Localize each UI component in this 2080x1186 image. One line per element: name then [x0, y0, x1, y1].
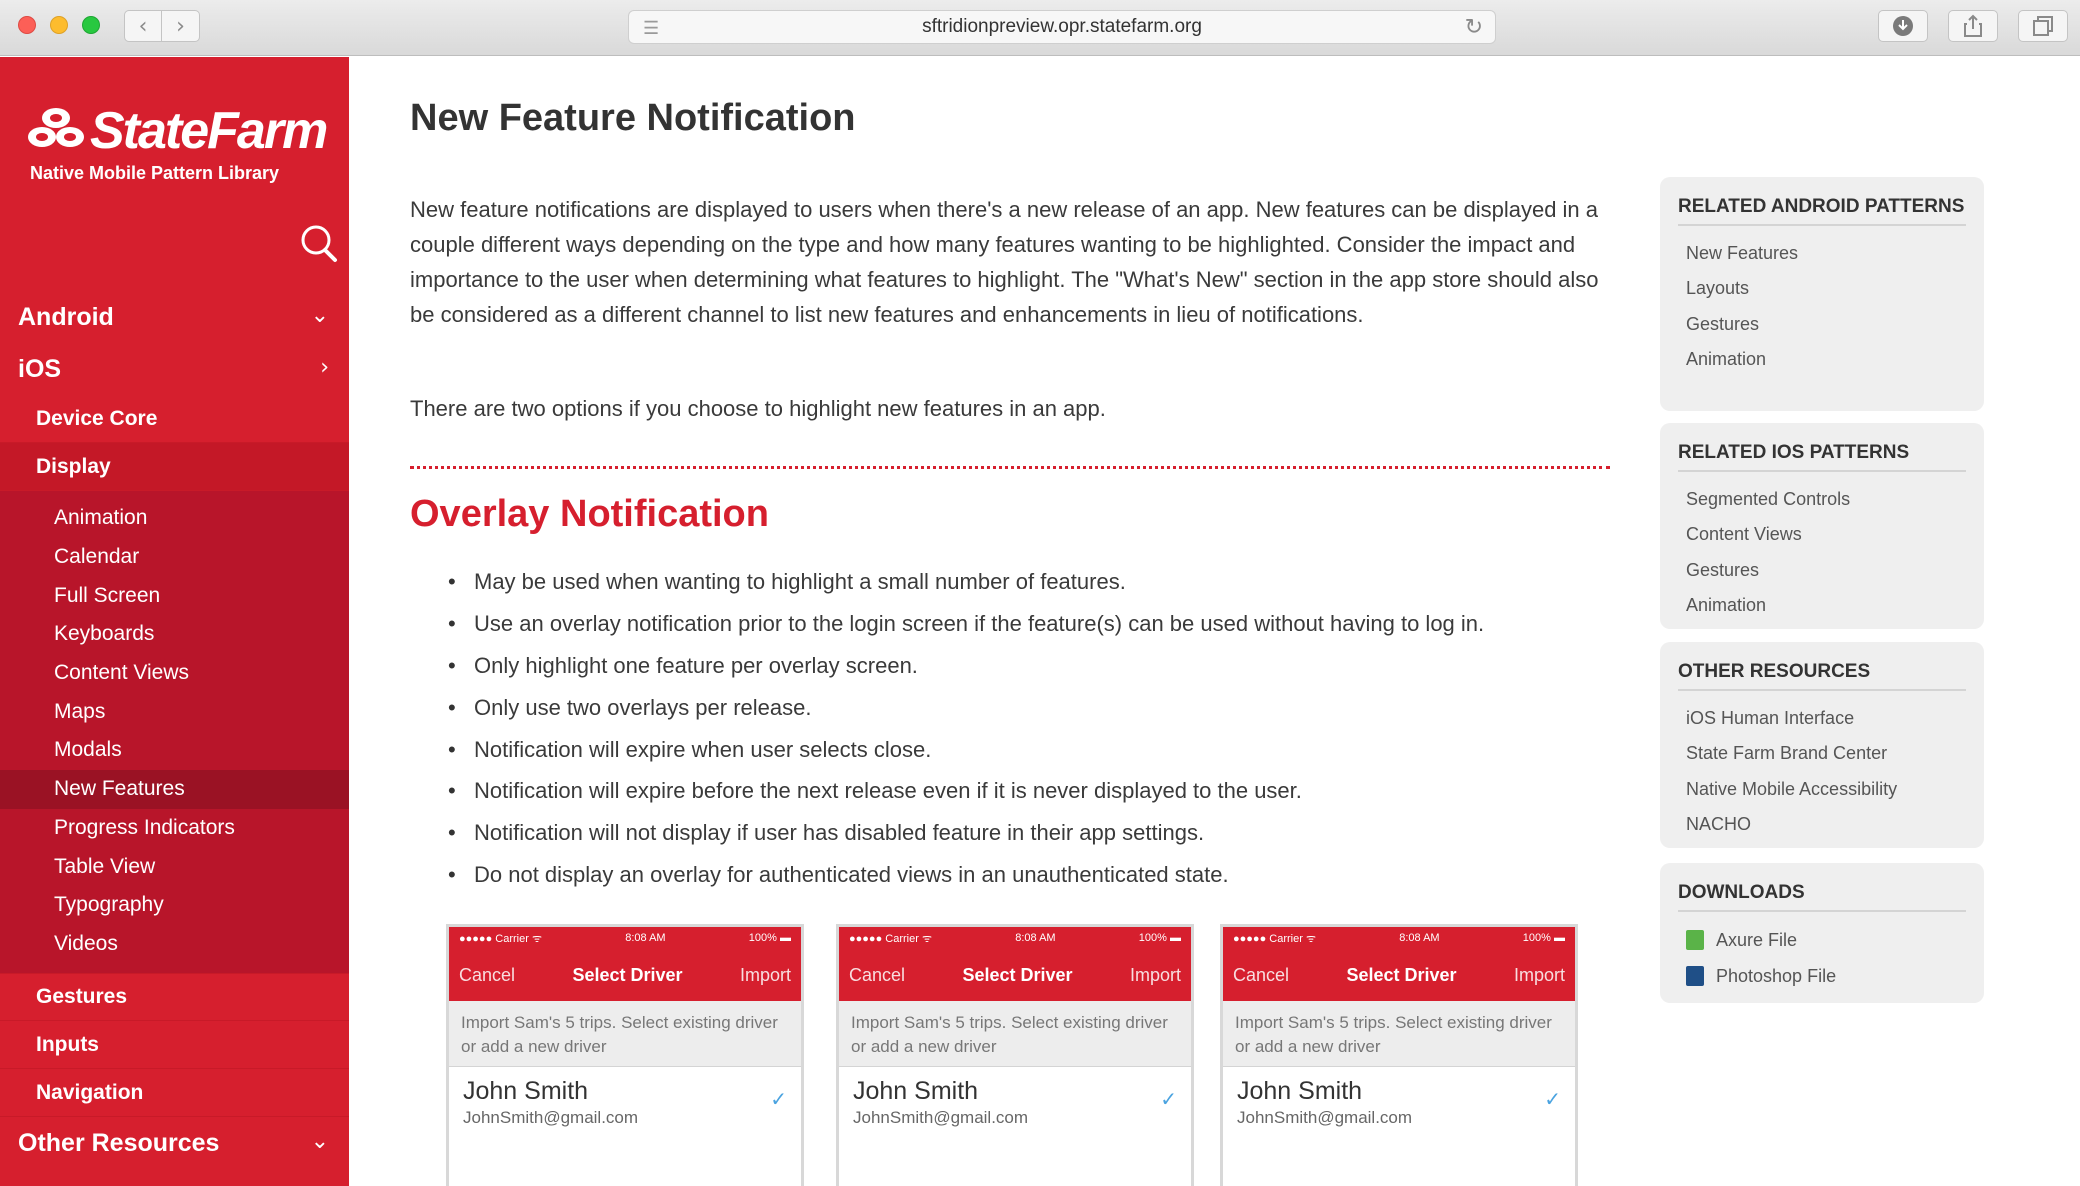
contact-name: John Smith: [853, 1077, 979, 1105]
import-button: Import: [1129, 964, 1181, 985]
nav-item-calendar[interactable]: Calendar: [54, 545, 140, 569]
phone-hint-text: Import Sam's 5 trips. Select existing driver or add a new driver: [1223, 1001, 1575, 1067]
carrier-signal: ●●●●● Carrier ᯤ: [1233, 932, 1316, 945]
nav-item-table-view[interactable]: Table View: [54, 854, 156, 878]
contact-email: JohnSmith@gmail.com: [853, 1108, 1029, 1127]
three-ovals-logo-icon: [24, 105, 88, 151]
contact-row: [449, 1067, 801, 1128]
section-divider: [410, 466, 1610, 469]
downloads-card: [1660, 863, 1984, 1003]
list-item: • Only highlight one feature per overlay screen.: [448, 651, 1618, 693]
axure-file-icon: [1686, 930, 1704, 950]
carrier-signal: ●●●●● Carrier ᯤ: [459, 932, 542, 945]
phone-hint-text: Import Sam's 5 trips. Select existing driver or add a new driver: [839, 1001, 1191, 1067]
nav-item-navigation[interactable]: Navigation: [0, 1069, 349, 1117]
nav-section-ios[interactable]: [0, 343, 349, 395]
phone-nav-bar: [1223, 949, 1575, 1001]
link-mobile-accessibility[interactable]: Native Mobile Accessibility: [1686, 778, 1898, 799]
nav-section-android[interactable]: [0, 291, 349, 343]
nav-item-keyboards[interactable]: Keyboards: [54, 622, 155, 646]
tabs-icon: [2032, 15, 2054, 37]
browser-toolbar: [0, 0, 2080, 56]
reload-icon[interactable]: ↻: [1464, 15, 1483, 40]
phone-screen-title: Select Driver: [962, 964, 1073, 985]
nav-item-full-screen[interactable]: Full Screen: [54, 583, 161, 607]
checkmark-icon: ✓: [1160, 1087, 1177, 1111]
contact-name: John Smith: [1237, 1077, 1363, 1105]
nav-item-maps[interactable]: Maps: [54, 699, 106, 723]
nav-item-modals[interactable]: Modals: [54, 738, 122, 762]
cancel-button: Cancel: [849, 964, 906, 985]
reader-view-icon[interactable]: ☰: [643, 18, 660, 38]
cancel-button: Cancel: [459, 964, 516, 985]
chevron-left-icon: ‹: [138, 13, 148, 39]
phone-screen-title: Select Driver: [572, 964, 683, 985]
contact-email: JohnSmith@gmail.com: [1237, 1108, 1413, 1127]
battery-indicator: 100% ▬: [748, 932, 791, 944]
nav-item-display[interactable]: Display: [0, 443, 349, 491]
list-item: • May be used when wanting to highlight a small number of features.: [448, 567, 1618, 609]
search-icon[interactable]: [298, 223, 338, 263]
photoshop-file-icon: [1686, 966, 1704, 986]
list-item: • Notification will not display if user has disabled feature in their app settings.: [448, 818, 1618, 860]
nav-item-device-core[interactable]: Device Core: [0, 395, 349, 443]
phone-nav-bar: [839, 949, 1191, 1001]
nav-item-inputs[interactable]: Inputs: [0, 1021, 349, 1069]
address-bar[interactable]: [628, 10, 1496, 44]
battery-indicator: 100% ▬: [1138, 932, 1181, 944]
list-item: • Notification will expire before the next release even if it is never displayed to the user.: [448, 776, 1618, 818]
nav-item-typography[interactable]: Typography: [54, 893, 164, 917]
phone-status-bar: [1223, 927, 1575, 949]
chevron-down-icon: ⌄: [310, 303, 329, 328]
forward-button[interactable]: [162, 10, 200, 42]
chevron-right-icon: ›: [176, 13, 185, 39]
list-item: • Notification will expire when user selects close.: [448, 735, 1618, 777]
phone-hint-text: Import Sam's 5 trips. Select existing driver or add a new driver: [449, 1001, 801, 1067]
related-android-card: [1660, 177, 1984, 411]
download-label: Axure File: [1716, 929, 1798, 950]
link-gestures[interactable]: Gestures: [1686, 559, 1760, 580]
url-text: sftridionpreview.opr.statefarm.org: [922, 16, 1202, 37]
contact-row: [1223, 1067, 1575, 1128]
nav-item-new-features[interactable]: New Features: [0, 770, 349, 809]
card-heading: DOWNLOADS: [1678, 881, 1966, 912]
checkmark-icon: ✓: [770, 1087, 787, 1111]
intro-paragraph: New feature notifications are displayed to users when there's a new release of an app. New features can be displayed in a couple different ways depending on the type and how many features wanting to be highlighted. Consider the impact and importance to the user when determining what features to highlight. The "What's New" section in the app store should also be considered as a different channel to list new features and enhancements in lieu of notifications.: [410, 197, 1599, 327]
download-icon: [1892, 15, 1914, 37]
nav-item-animation[interactable]: Animation: [54, 506, 148, 530]
phone-mockup: [446, 924, 804, 1186]
close-window-button[interactable]: [18, 16, 36, 34]
status-time: 8:08 AM: [1015, 932, 1056, 944]
phone-nav-bar: [449, 949, 801, 1001]
phone-screen-title: Select Driver: [1346, 964, 1457, 985]
chevron-down-icon: ⌄: [310, 1129, 329, 1155]
phone-mockup: [836, 924, 1194, 1186]
link-animation[interactable]: Animation: [1686, 349, 1767, 370]
share-icon: [1963, 14, 1983, 38]
card-heading: RELATED ANDROID PATTERNS: [1678, 195, 1966, 226]
tagline: Native Mobile Pattern Library: [30, 163, 280, 183]
page-title: New Feature Notification: [410, 97, 856, 139]
downloads-button[interactable]: [1878, 10, 1928, 42]
import-button: Import: [1513, 964, 1565, 985]
phone-mockup: [1220, 924, 1578, 1186]
link-brand-center[interactable]: State Farm Brand Center: [1686, 743, 1888, 764]
zoom-window-button[interactable]: [82, 16, 100, 34]
sidebar-nav: [0, 291, 349, 1169]
download-label: Photoshop File: [1716, 965, 1837, 986]
brand-name: StateFarm: [90, 102, 327, 160]
download-photoshop-link[interactable]: [1678, 958, 1966, 994]
import-button: Import: [739, 964, 791, 985]
nav-section-label: iOS: [18, 354, 62, 383]
options-paragraph: There are two options if you choose to highlight new features in an app.: [410, 396, 1106, 421]
link-nacho[interactable]: NACHO: [1686, 814, 1752, 835]
nav-section-label: Android: [18, 302, 114, 331]
card-heading: OTHER RESOURCES: [1678, 660, 1966, 691]
status-time: 8:08 AM: [625, 932, 666, 944]
show-tabs-button[interactable]: [2018, 10, 2068, 42]
list-item: • Use an overlay notification prior to the login screen if the feature(s) can be used without having to log in.: [448, 609, 1618, 651]
sidebar: [0, 57, 349, 1186]
phone-status-bar: [839, 927, 1191, 949]
back-button[interactable]: [124, 10, 162, 42]
nav-item-gestures[interactable]: Gestures: [0, 973, 349, 1021]
link-layouts[interactable]: Layouts: [1686, 278, 1750, 299]
link-content-views[interactable]: Content Views: [1686, 524, 1802, 545]
contact-row: [839, 1067, 1191, 1128]
checkmark-icon: ✓: [1544, 1087, 1561, 1111]
cancel-button: Cancel: [1233, 964, 1290, 985]
nav-item-content-views[interactable]: Content Views: [54, 661, 190, 685]
link-new-features[interactable]: New Features: [1686, 243, 1799, 264]
link-segmented-controls[interactable]: Segmented Controls: [1686, 489, 1851, 510]
phone-status-bar: [449, 927, 801, 949]
display-submenu: [0, 491, 349, 973]
status-time: 8:08 AM: [1399, 932, 1440, 944]
list-item: • Do not display an overlay for authenticated views in an unauthenticated state.: [448, 860, 1618, 902]
contact-email: JohnSmith@gmail.com: [463, 1108, 639, 1127]
battery-indicator: 100% ▬: [1522, 932, 1565, 944]
related-ios-card: [1660, 423, 1984, 629]
guidelines-list: [448, 567, 1618, 902]
link-animation[interactable]: Animation: [1686, 595, 1767, 616]
share-button[interactable]: [1948, 10, 1998, 42]
contact-name: John Smith: [463, 1077, 589, 1105]
nav-section-other-resources[interactable]: [0, 1117, 349, 1169]
download-axure-link[interactable]: [1678, 922, 1966, 958]
card-heading: RELATED IOS PATTERNS: [1678, 441, 1966, 472]
nav-item-progress-indicators[interactable]: Progress Indicators: [54, 815, 235, 839]
link-gestures[interactable]: Gestures: [1686, 313, 1760, 334]
other-resources-card: [1660, 642, 1984, 848]
section-title: Overlay Notification: [410, 493, 769, 535]
list-item: • Only use two overlays per release.: [448, 693, 1618, 735]
chevron-right-icon: ›: [320, 355, 329, 380]
link-ios-human-interface[interactable]: iOS Human Interface: [1686, 708, 1855, 729]
carrier-signal: ●●●●● Carrier ᯤ: [849, 932, 932, 945]
minimize-window-button[interactable]: [50, 16, 68, 34]
nav-item-videos[interactable]: Videos: [54, 931, 118, 955]
nav-section-label: Other Resources: [18, 1128, 220, 1157]
